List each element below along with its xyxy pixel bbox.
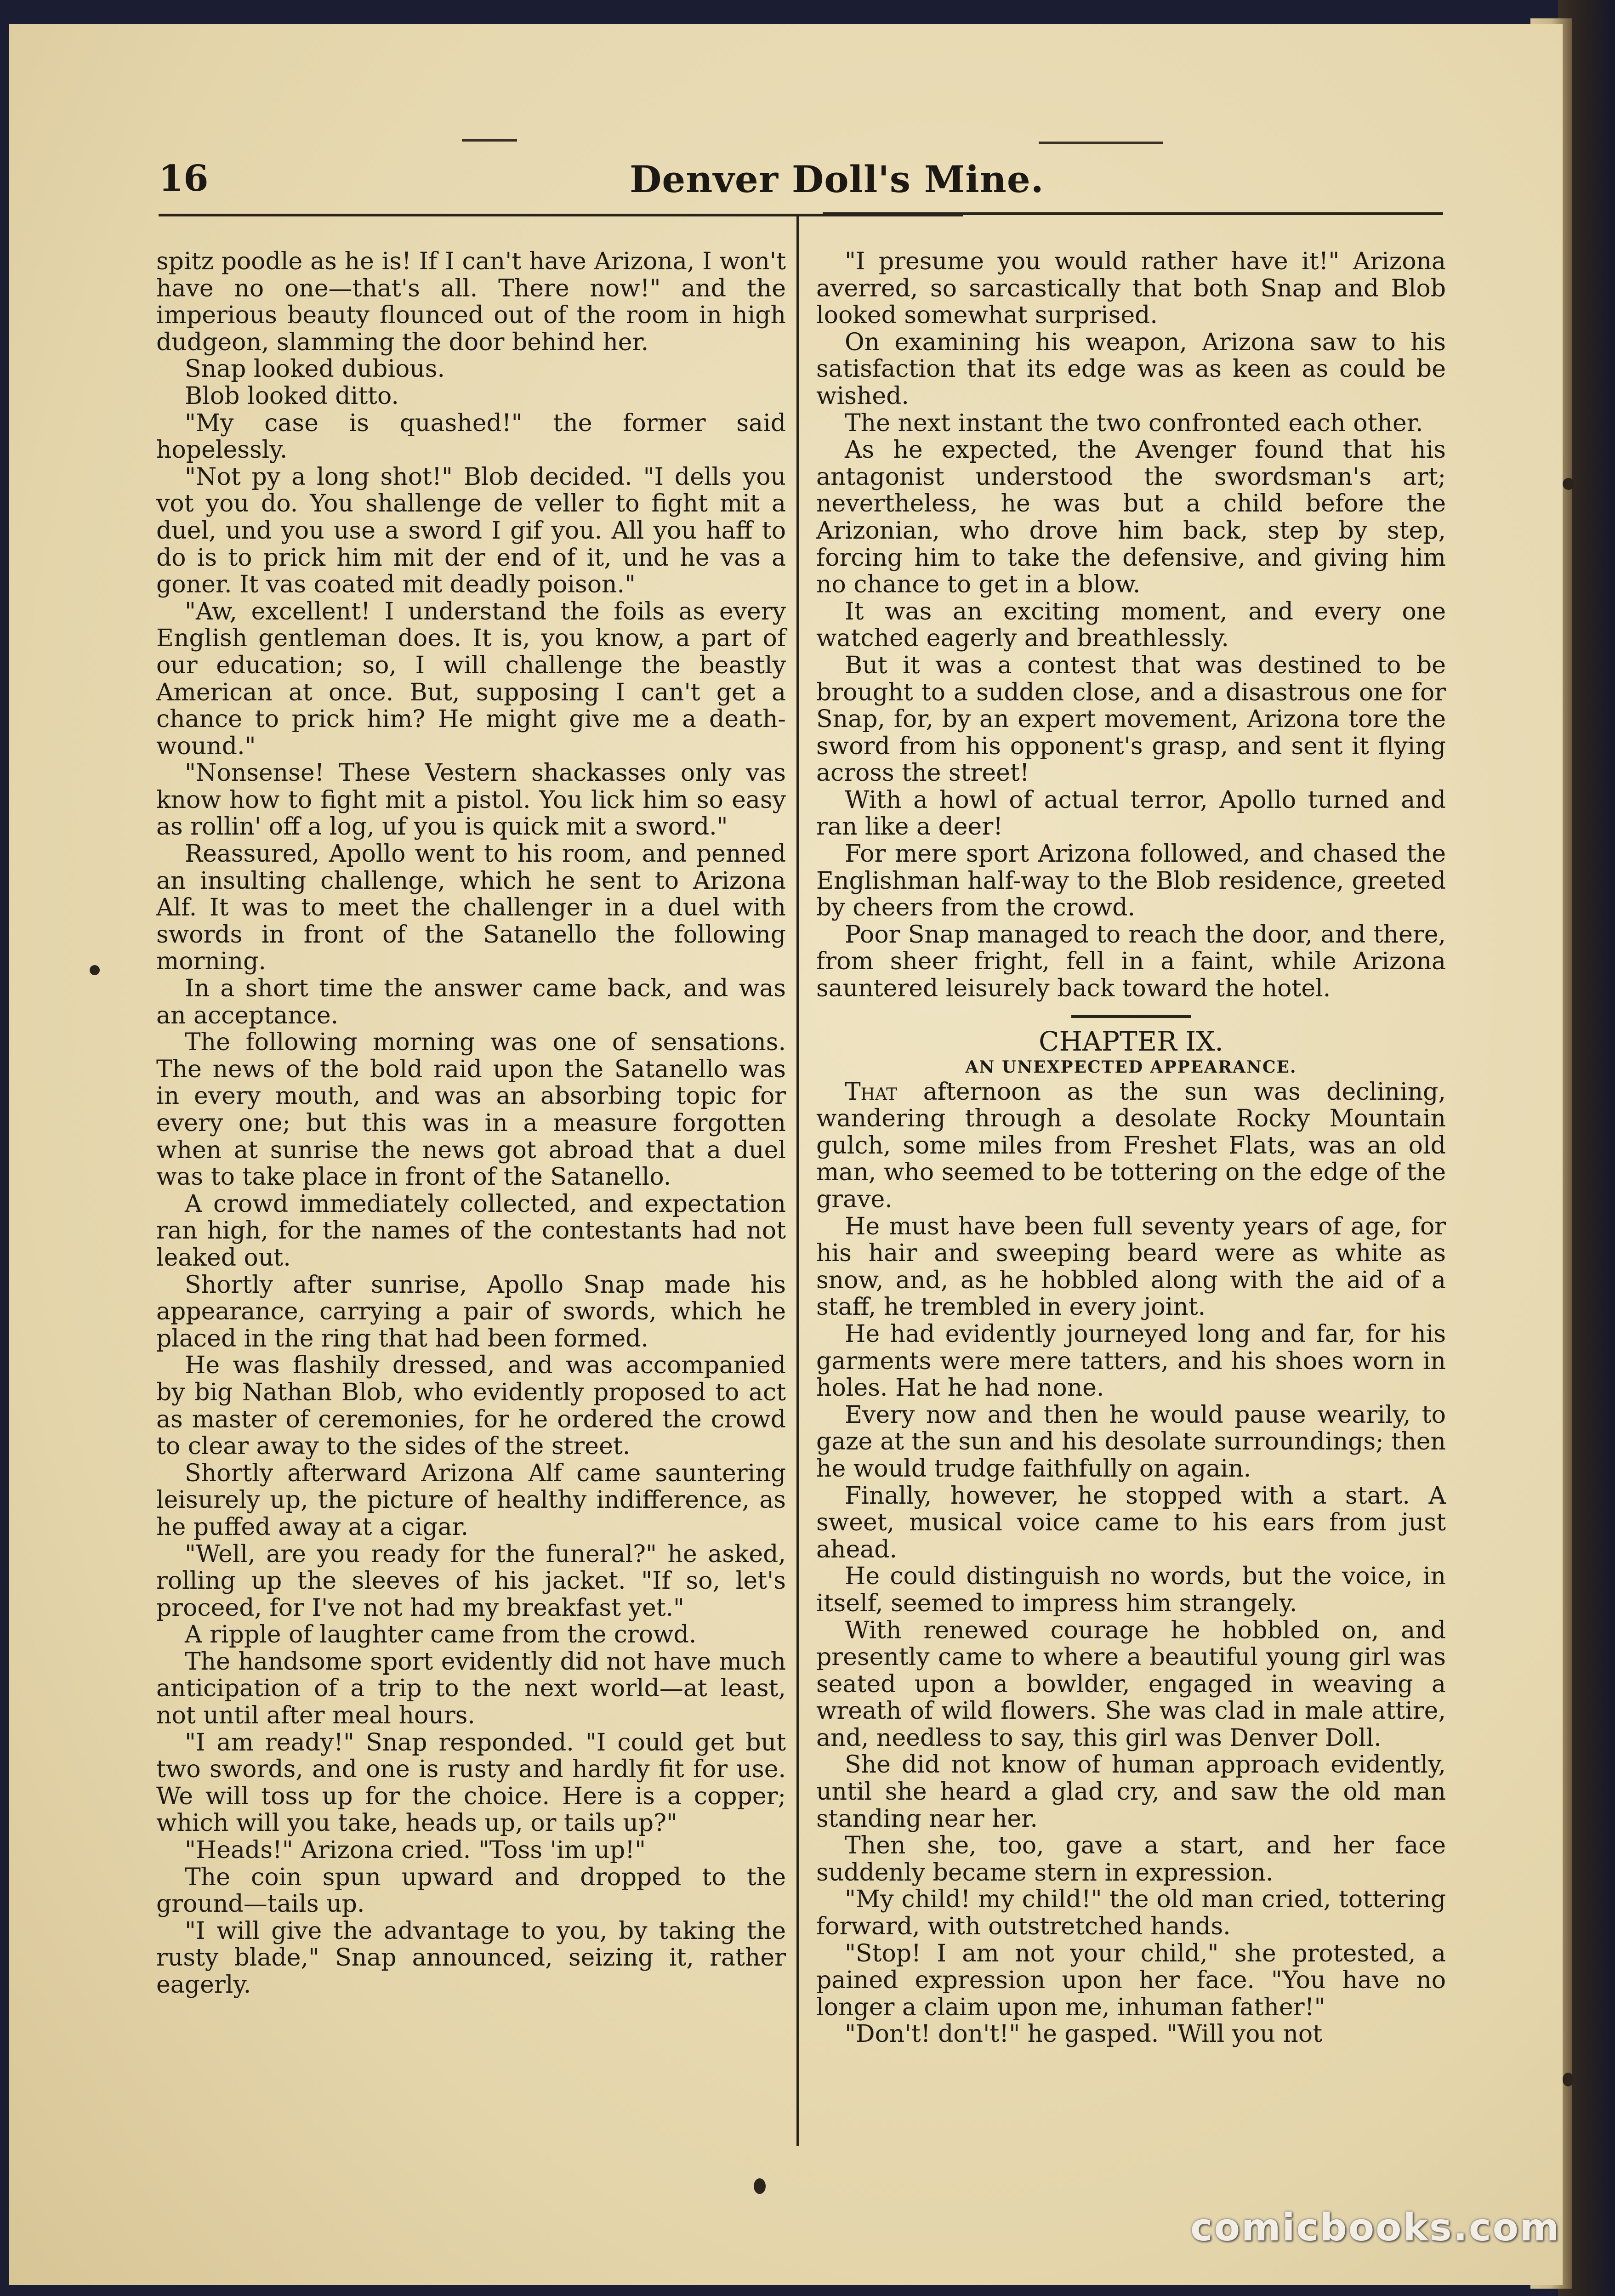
paragraph: "Don't! don't!" he gasped. "Will you not: [845, 2020, 1323, 2048]
right-column: [816, 248, 1446, 2048]
paragraph: On examining his weapon, Arizona saw to his satisfaction that its edge was as keen as could be wished.: [816, 328, 1446, 410]
paragraph: He was flashily dressed, and was accompanied by big Nathan Blob, who evidently proposed to act as master of ceremonies, for he ordered the crowd to clear away to the sides of the street.: [156, 1352, 786, 1461]
header-rule-right: [823, 212, 1443, 215]
watermark: comicbooks.com: [1190, 2206, 1561, 2250]
paragraph: "Not py a long shot!" Blob decided. "I dells you vot you do. You shallenge de veller to fight mit a duel, und you use a sword I gif you. All you haff to do is to prick him mit der end of it, und he vas a goner. It vas coated mit deadly poison.": [156, 463, 786, 599]
header-ornament-left: [462, 139, 517, 142]
paragraph: Shortly after sunrise, Apollo Snap made his appearance, carrying a pair of swords, which he placed in the ring that had been formed.: [156, 1271, 786, 1353]
chapter-lead-word: That: [845, 1078, 898, 1106]
paragraph: "My case is quashed!" the former said hopelessly.: [156, 409, 786, 464]
paragraph: "Heads!" Arizona cried. "Toss 'im up!": [185, 1836, 646, 1864]
paragraph: Every now and then he would pause wearily, to gaze at the sun and his desolate surroundings; then he would trudge faithfully on again.: [816, 1401, 1446, 1483]
paragraph: With renewed courage he hobbled on, and presently came to where a beautiful young girl was seated upon a bowlder, engaged in weaving a wreath of wild flowers. She was clad in male attire, and, needless to say, this girl was Denver Doll.: [816, 1616, 1446, 1752]
chapter-opening-paragraph: [816, 1079, 1446, 1213]
paragraph: The next instant the two confronted each other.: [845, 409, 1423, 437]
paragraph: "My child! my child!" the old man cried, tottering forward, with outstretched hands.: [816, 1886, 1446, 1941]
paragraph: Snap looked dubious.: [185, 355, 445, 383]
paragraph: Blob looked ditto.: [185, 382, 399, 410]
paragraph: He had evidently journeyed long and far, for his garments were mere tatters, and his shoes worn in holes. Hat he had none.: [816, 1320, 1446, 1402]
paragraph: A ripple of laughter came from the crowd.: [185, 1621, 697, 1649]
paragraph: Reassured, Apollo went to his room, and penned an insulting challenge, which he sent to Arizona Alf. It was to meet the challenger in a duel with swords in front of the Satanello the following morning.: [156, 840, 786, 976]
running-title: Denver Doll's Mine.: [630, 158, 1044, 201]
paragraph: He must have been full seventy years of age, for his hair and sweeping beard were as white as snow, and, as he hobbled along with the aid of a staff, he trembled in every joint.: [816, 1212, 1446, 1321]
header-ornament-right: [1039, 142, 1163, 144]
paragraph: "I am ready!" Snap responded. "I could get but two swords, and one is rusty and hardly fit for use. We will toss up for the choice. Here is a copper; which will you take, heads up, or tails up?": [156, 1728, 786, 1837]
paragraph: Then she, too, gave a start, and her face suddenly became stern in expression.: [816, 1832, 1446, 1887]
paragraph: As he expected, the Avenger found that his antagonist understood the swordsman's art; nevertheless, he was but a child before the Arizonian, who drove him back, step by step, forcing him to take the defensive, and giving him no chance to get in a blow.: [816, 436, 1446, 599]
paragraph: "Well, are you ready for the funeral?" he asked, rolling up the sleeves of his jacket. "If so, let's proceed, for I've not had my breakfast yet.": [156, 1540, 786, 1622]
paragraph: A crowd immediately collected, and expectation ran high, for the names of the contestants had not leaked out.: [156, 1190, 786, 1272]
paragraph: But it was a contest that was destined to be brought to a sudden close, and a disastrous one for Snap, for, by an expert movement, Arizona tore the sword from his opponent's grasp, and sent it flying across the street!: [816, 651, 1446, 787]
chapter-title: CHAPTER IX.: [1039, 1025, 1223, 1057]
chapter-divider: [1071, 1015, 1191, 1018]
paragraph: In a short time the answer came back, and was an acceptance.: [156, 975, 786, 1029]
paragraph: "Nonsense! These Vestern shackasses only vas know how to fight mit a pistol. You lick him so easy as rollin' off a log, uf you is quick mit a sword.": [156, 759, 786, 841]
chapter-subtitle: AN UNEXPECTED APPEARANCE.: [965, 1057, 1297, 1077]
paragraph: "I presume you would rather have it!" Arizona averred, so sarcastically that both Snap and Blob looked somewhat surprised.: [816, 248, 1446, 330]
paragraph: "Stop! I am not your child," she protested, a pained expression upon her face. "You have no longer a claim upon me, inhuman father!": [816, 1939, 1446, 2021]
chapter-lead-text: afternoon as the sun was declining, wandering through a desolate Rocky Mountain gulch, some miles from Freshet Flats, was an old man, who seemed to be tottering on the edge of the grave.: [816, 1078, 1446, 1213]
left-column: [156, 248, 786, 1999]
page-number: 16: [159, 158, 209, 199]
paragraph: For mere sport Arizona followed, and chased the Englishman half-way to the Blob residence, greeted by cheers from the crowd.: [816, 840, 1446, 922]
paragraph: Shortly afterward Arizona Alf came sauntering leisurely up, the picture of healthy indifference, as he puffed away at a cigar.: [156, 1459, 786, 1541]
print-speck: [754, 2178, 766, 2194]
paragraph: Poor Snap managed to reach the door, and there, from sheer fright, fell in a faint, while Arizona sauntered leisurely back toward the hotel.: [816, 921, 1446, 1003]
paragraph: With a howl of actual terror, Apollo turned and ran like a deer!: [816, 786, 1446, 841]
paragraph: He could distinguish no words, but the voice, in itself, seemed to impress him strangely.: [816, 1563, 1446, 1617]
paragraph: The coin spun upward and dropped to the ground—tails up.: [156, 1863, 786, 1918]
paragraph: The handsome sport evidently did not have much anticipation of a trip to the next world—at least, not until after meal hours.: [156, 1648, 786, 1730]
paragraph: Finally, however, he stopped with a start. A sweet, musical voice came to his ears from just ahead.: [816, 1482, 1446, 1563]
print-speck: [1563, 478, 1575, 490]
print-speck: [1563, 2073, 1574, 2086]
print-speck: [90, 965, 100, 975]
paragraph: It was an exciting moment, and every one watched eagerly and breathlessly.: [816, 597, 1446, 653]
paragraph: "I will give the advantage to you, by taking the rusty blade," Snap announced, seizing it, rather eagerly.: [156, 1917, 786, 1999]
paragraph: spitz poodle as he is! If I can't have Arizona, I won't have no one—that's all. There now!" and the imperious beauty flounced out of the room in high dudgeon, slamming the door behind her.: [156, 248, 786, 356]
paragraph: "Aw, excellent! I understand the foils as every English gentleman does. It is, you know, a part of our education; so, I will challenge the beastly American at once. But, supposing I can't get a chance to prick him? He might give me a death-wound.": [156, 597, 786, 760]
paragraph: The following morning was one of sensations. The news of the bold raid upon the Satanello was in every mouth, and was an absorbing topic for every one; but this was in a measure forgotten when at sunrise the news got abroad that a duel was to take place in front of the Satanello.: [156, 1029, 786, 1191]
paragraph: She did not know of human approach evidently, until she heard a glad cry, and saw the old man standing near her.: [816, 1751, 1446, 1833]
column-divider: [796, 216, 799, 2146]
